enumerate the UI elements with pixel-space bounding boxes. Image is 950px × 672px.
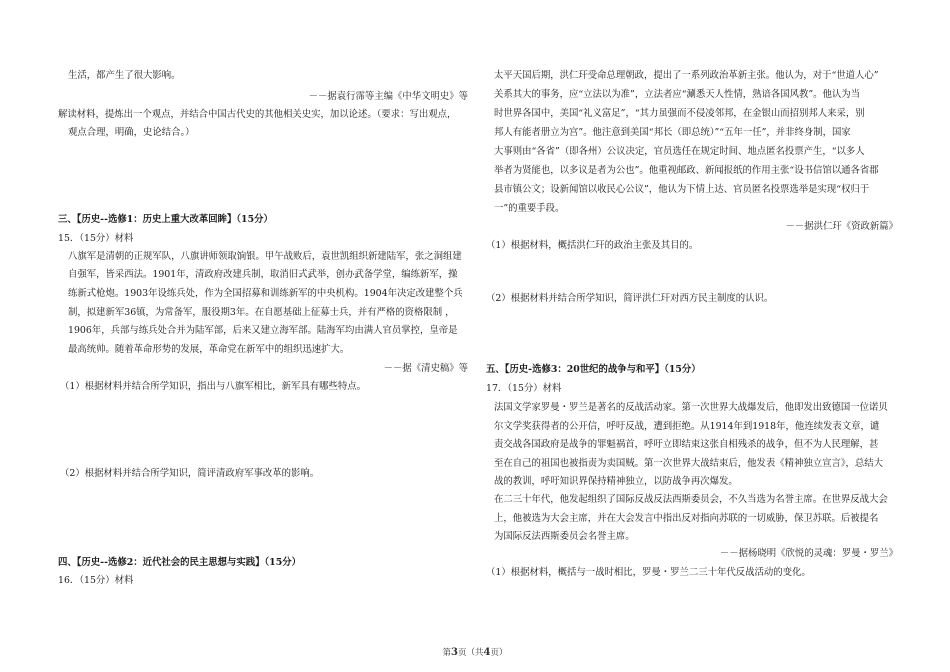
q16-material-line: 邦人有能者册立为宫”。他注意到美国“邦长（即总统）”“五年一任”，并非终身制，国家 (494, 127, 851, 138)
q15-material-line: 八旗军是清朝的正规军队，八旗讲师领取饷银。甲午战败后，袁世凯组织新建陆军，张之洞组建 (68, 251, 462, 262)
q14-instruction: 解读材料，提炼出一个观点，并结合中国古代史的其他相关史实，加以论述。（要求：写出观点， (58, 109, 457, 120)
q15-sub1: （1）根据材料并结合所学知识，指出与八旗军相比，新军具有哪些特点。 (60, 381, 366, 392)
q16-material-line: 县市镇公文；设新闻馆以收民心公议”，他认为下情上达、官员匿名投票选举是实现“权归于 (494, 184, 870, 195)
q17-sub1: （1）根据材料，概括与一战时相比，罗曼・罗兰二三十年代反战活动的变化。 (486, 567, 811, 578)
q14-tail-line: 生活，都产生了很大影响。 (68, 70, 181, 81)
page-number: 3 (451, 647, 458, 658)
q16-source: －－据洪仁玕《资政新篇》 (785, 221, 898, 232)
q15-material-line: 1906年，兵部与练兵处合并为陆军部，后来又建立海军部。陆海军均由满人官员掌控，皇帝是 (68, 325, 458, 336)
q15-material-line: 最高统帅。随着革命形势的发展，革命党在新军中的组织迅速扩大。 (68, 344, 350, 355)
section4-heading: 四、【历史--选修2：近代社会的民主思想与实践】（15分） (58, 557, 301, 568)
q16-material-line: 时世界各国中，美国“礼义富足”，“其力虽强而不侵凌邻邦，在金银山而招别邦人来采，别 (494, 108, 865, 119)
section5-heading: 五、【历史-选修3：20世纪的战争与和平】（15分） (486, 364, 701, 375)
q17-source: －－据杨晓明《欣悦的灵魂：罗曼・罗兰》 (719, 548, 898, 559)
q17-material-line: 尔文学奖获得者的公开信，呼吁反战，遭到拒绝。从1914年到1918年，他连续发表文章，谴 (494, 421, 880, 432)
q16-sub1: （1）根据材料，概括洪仁玕的政治主张及其目的。 (486, 240, 699, 251)
q17-material-line: 战的教训，呼吁知识界保持精神独立，以防战争再次爆发。 (494, 476, 738, 487)
q17-material-line: 上，他被选为大会主席，并在大会发言中指出反对指向苏联的一切威胁，保卫苏联。后被提名 (494, 513, 879, 524)
q15-label: 15．（15分）材料 (58, 233, 134, 244)
q16-material-line: 太平天国后期，洪仁玕受命总理朝政，提出了一系列政治革新主张。他认为，对于“世道人心” (494, 70, 879, 81)
q17-material-line: 法国文学家罗曼・罗兰是著名的反战活动家。第一次世界大战爆发后，他即发出致德国一位诺贝 (494, 402, 888, 413)
footer-mid: 页（共 (457, 648, 484, 658)
q15-source: －－据《清史稿》等 (383, 363, 468, 374)
q15-material-line: 自强军，皆采西法。1901年，清政府改建兵制，取消旧式武举，创办武备学堂，编练新军，操 (68, 269, 458, 280)
q16-sub2: （2）根据材料并结合所学知识，简评洪仁玕对西方民主制度的认识。 (486, 293, 774, 304)
q16-material-line: 大事则由“各省”（即各州）公议决定，官员选任在规定时间、地点匿名投票产生，“以多人 (494, 146, 865, 157)
total-pages: 4 (483, 647, 491, 658)
q15-sub2: （2）根据材料并结合所学知识，简评清政府军事改革的影响。 (60, 468, 320, 479)
q16-material-line: 关系其大的事务，应“立法以为准”，立法者应“涮悉天人性情，熟谙各国风教”。他认为当 (494, 89, 861, 100)
q17-label: 17．（15分）材料 (486, 383, 562, 394)
q14-instruction-cont: 观点合理，明确，史论结合。） (68, 127, 195, 138)
q16-label: 16．（15分）材料 (58, 575, 134, 586)
q14-source: －－据袁行霈等主编《中华文明史》等 (308, 91, 468, 102)
q17-material-line: 至在自己的祖国也被指责为卖国贼。第一次世界大战结束后，他发表《精神独立宣言》，总结大 (494, 458, 884, 469)
q15-material-line: 制，拟建新军36镇，为常备军，服役期3年。在自愿基础上征募士兵，并有严格的资格限制 ， (68, 307, 455, 318)
footer-prefix: 第 (442, 648, 452, 658)
section3-heading: 三、【历史--选修1：历史上重大改革回眸】（15分） (58, 214, 273, 225)
page-footer (0, 646, 950, 658)
q16-material-line: 举者为贤能也，以多议是者为公也”。他重视邮政、新闻报纸的作用主张“设书信馆以通各省郡 (494, 165, 879, 176)
q17-material-line: 在二三十年代，他发起组织了国际反战反法西斯委员会，不久当选为名誉主席。在世界反战大会 (494, 494, 888, 505)
q16-material-line: 一”的重要手段。 (494, 203, 565, 214)
footer-suffix: 页） (490, 648, 508, 658)
q17-material-line: 为国际反法西斯委员会名誉主席。 (494, 531, 635, 542)
q15-material-line: 练新式枪炮。1903年设练兵处，作为全国招募和训练新军的中央机构。1904年决定改建整个兵 (68, 288, 463, 299)
q17-material-line: 责交战各国政府是战争的罪魁祸首，呼吁立即结束这张自相残杀的战争，但不为人民理解，甚 (494, 439, 879, 450)
